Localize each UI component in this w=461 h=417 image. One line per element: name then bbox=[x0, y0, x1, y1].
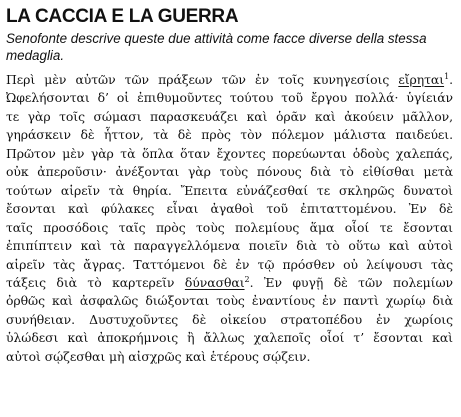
text-line bbox=[6, 145, 453, 163]
text-segment: Περὶ μὲν αὐτῶν τῶν πράξεων τῶν ἐν τοῖς κυνηγεσίοις bbox=[6, 72, 399, 87]
subtitle-line: Senofonte descrive queste due attività come facce diverse della stessa bbox=[6, 31, 427, 46]
footnoted-word: δύνασθαι bbox=[184, 274, 245, 290]
text-line bbox=[6, 219, 453, 237]
text-line bbox=[6, 256, 453, 274]
text-line bbox=[6, 311, 453, 329]
text-segment: τούτων αἱρεῖν τὰ θηρία. Ἔπειτα εὐνάζεσθαί τε σκληρῶς δυνατοὶ bbox=[6, 182, 453, 198]
text-line bbox=[6, 200, 453, 218]
text-line bbox=[6, 274, 453, 292]
text-segment: ἐπιπίπτειν καὶ τὰ παραγγελλόμενα ποιεῖν διὰ τὸ οὕτω καὶ αὐτοὶ bbox=[6, 238, 453, 254]
text-segment: οὐκ ἀπεροῦσιν· ἀνέξονται γὰρ τοὺς πόνους διὰ τὸ εἰθίσθαι μετὰ bbox=[6, 164, 453, 180]
greek-passage bbox=[4, 71, 451, 366]
text-segment: Ὠφελήσονται δ’ οἱ ἐπιθυμοῦντες τούτου τοῦ ἔργου πολλά· ὑγίειάν bbox=[6, 90, 453, 106]
text-line bbox=[6, 182, 453, 200]
text-segment: γηράσκειν δὲ ἧττον, τὰ δὲ πρὸς τὸν πόλεμον μάλιστα παιδεύει. bbox=[6, 127, 453, 143]
document-title: LA CACCIA E LA GUERRA bbox=[6, 6, 239, 27]
text-line bbox=[6, 237, 453, 255]
text-line bbox=[6, 329, 453, 347]
text-line bbox=[6, 89, 453, 107]
text-line bbox=[6, 71, 453, 89]
text-line bbox=[6, 126, 453, 144]
footnote-marker: 2 bbox=[244, 274, 250, 284]
text-segment: συνήθειαν. Δυστυχοῦντες δὲ οἰκείου στρατοπέδου ἐν χωρίοις bbox=[6, 311, 453, 327]
text-segment: τάξεις διὰ τὸ καρτερεῖν bbox=[6, 274, 185, 290]
text-line bbox=[6, 348, 453, 366]
text-segment: ὀρθῶς καὶ ἀσφαλῶς διώξονται τοὺς ἐναντίους ἐν παντὶ χωρίῳ διὰ bbox=[6, 293, 453, 309]
text-segment: τε γὰρ τοῖς σώμασι παρασκευάζει καὶ ὁρᾶν καὶ ἀκούειν μᾶλλον, bbox=[6, 108, 453, 124]
text-segment: ὑλώδεσι καὶ ἀποκρήμνοις ἢ ἄλλως χαλεποῖς οἷοί τ’ ἔσονται καὶ bbox=[6, 330, 453, 346]
text-segment: . bbox=[449, 72, 453, 87]
footnoted-word: εἴρηται bbox=[398, 72, 445, 87]
text-segment: αἱρεῖν τὰς ἄγρας. Ταττόμενοι δὲ ἐν τῷ πρόσθεν οὐ λείψουσι τὰς bbox=[6, 256, 453, 272]
text-segment: . Ἐν φυγῇ δὲ τῶν πολεμίων bbox=[249, 274, 453, 290]
text-segment: ἔσονται καὶ φύλακες εἶναι ἀγαθοὶ τοῦ ἐπιταττομένου. Ἐν δὲ bbox=[6, 201, 453, 217]
text-line bbox=[6, 108, 453, 126]
text-line bbox=[6, 163, 453, 181]
text-segment: αὐτοὶ σῴζεσθαι μὴ αἰσχρῶς καὶ ἑτέρους σῴζειν. bbox=[6, 348, 311, 364]
text-segment: Πρῶτον μὲν γὰρ τὰ ὅπλα ὅταν ἔχοντες πορεύωνται ὁδοὺς χαλεπάς, bbox=[6, 145, 453, 161]
text-segment: ταῖς προσόδοις ταῖς πρὸς τοὺς πολεμίους ἅμα οἷοί τε ἔσονται bbox=[6, 219, 453, 235]
text-line bbox=[6, 292, 453, 310]
footnote-marker: 1 bbox=[444, 72, 450, 81]
document-subtitle bbox=[6, 30, 451, 64]
subtitle-line: medaglia. bbox=[6, 48, 65, 63]
